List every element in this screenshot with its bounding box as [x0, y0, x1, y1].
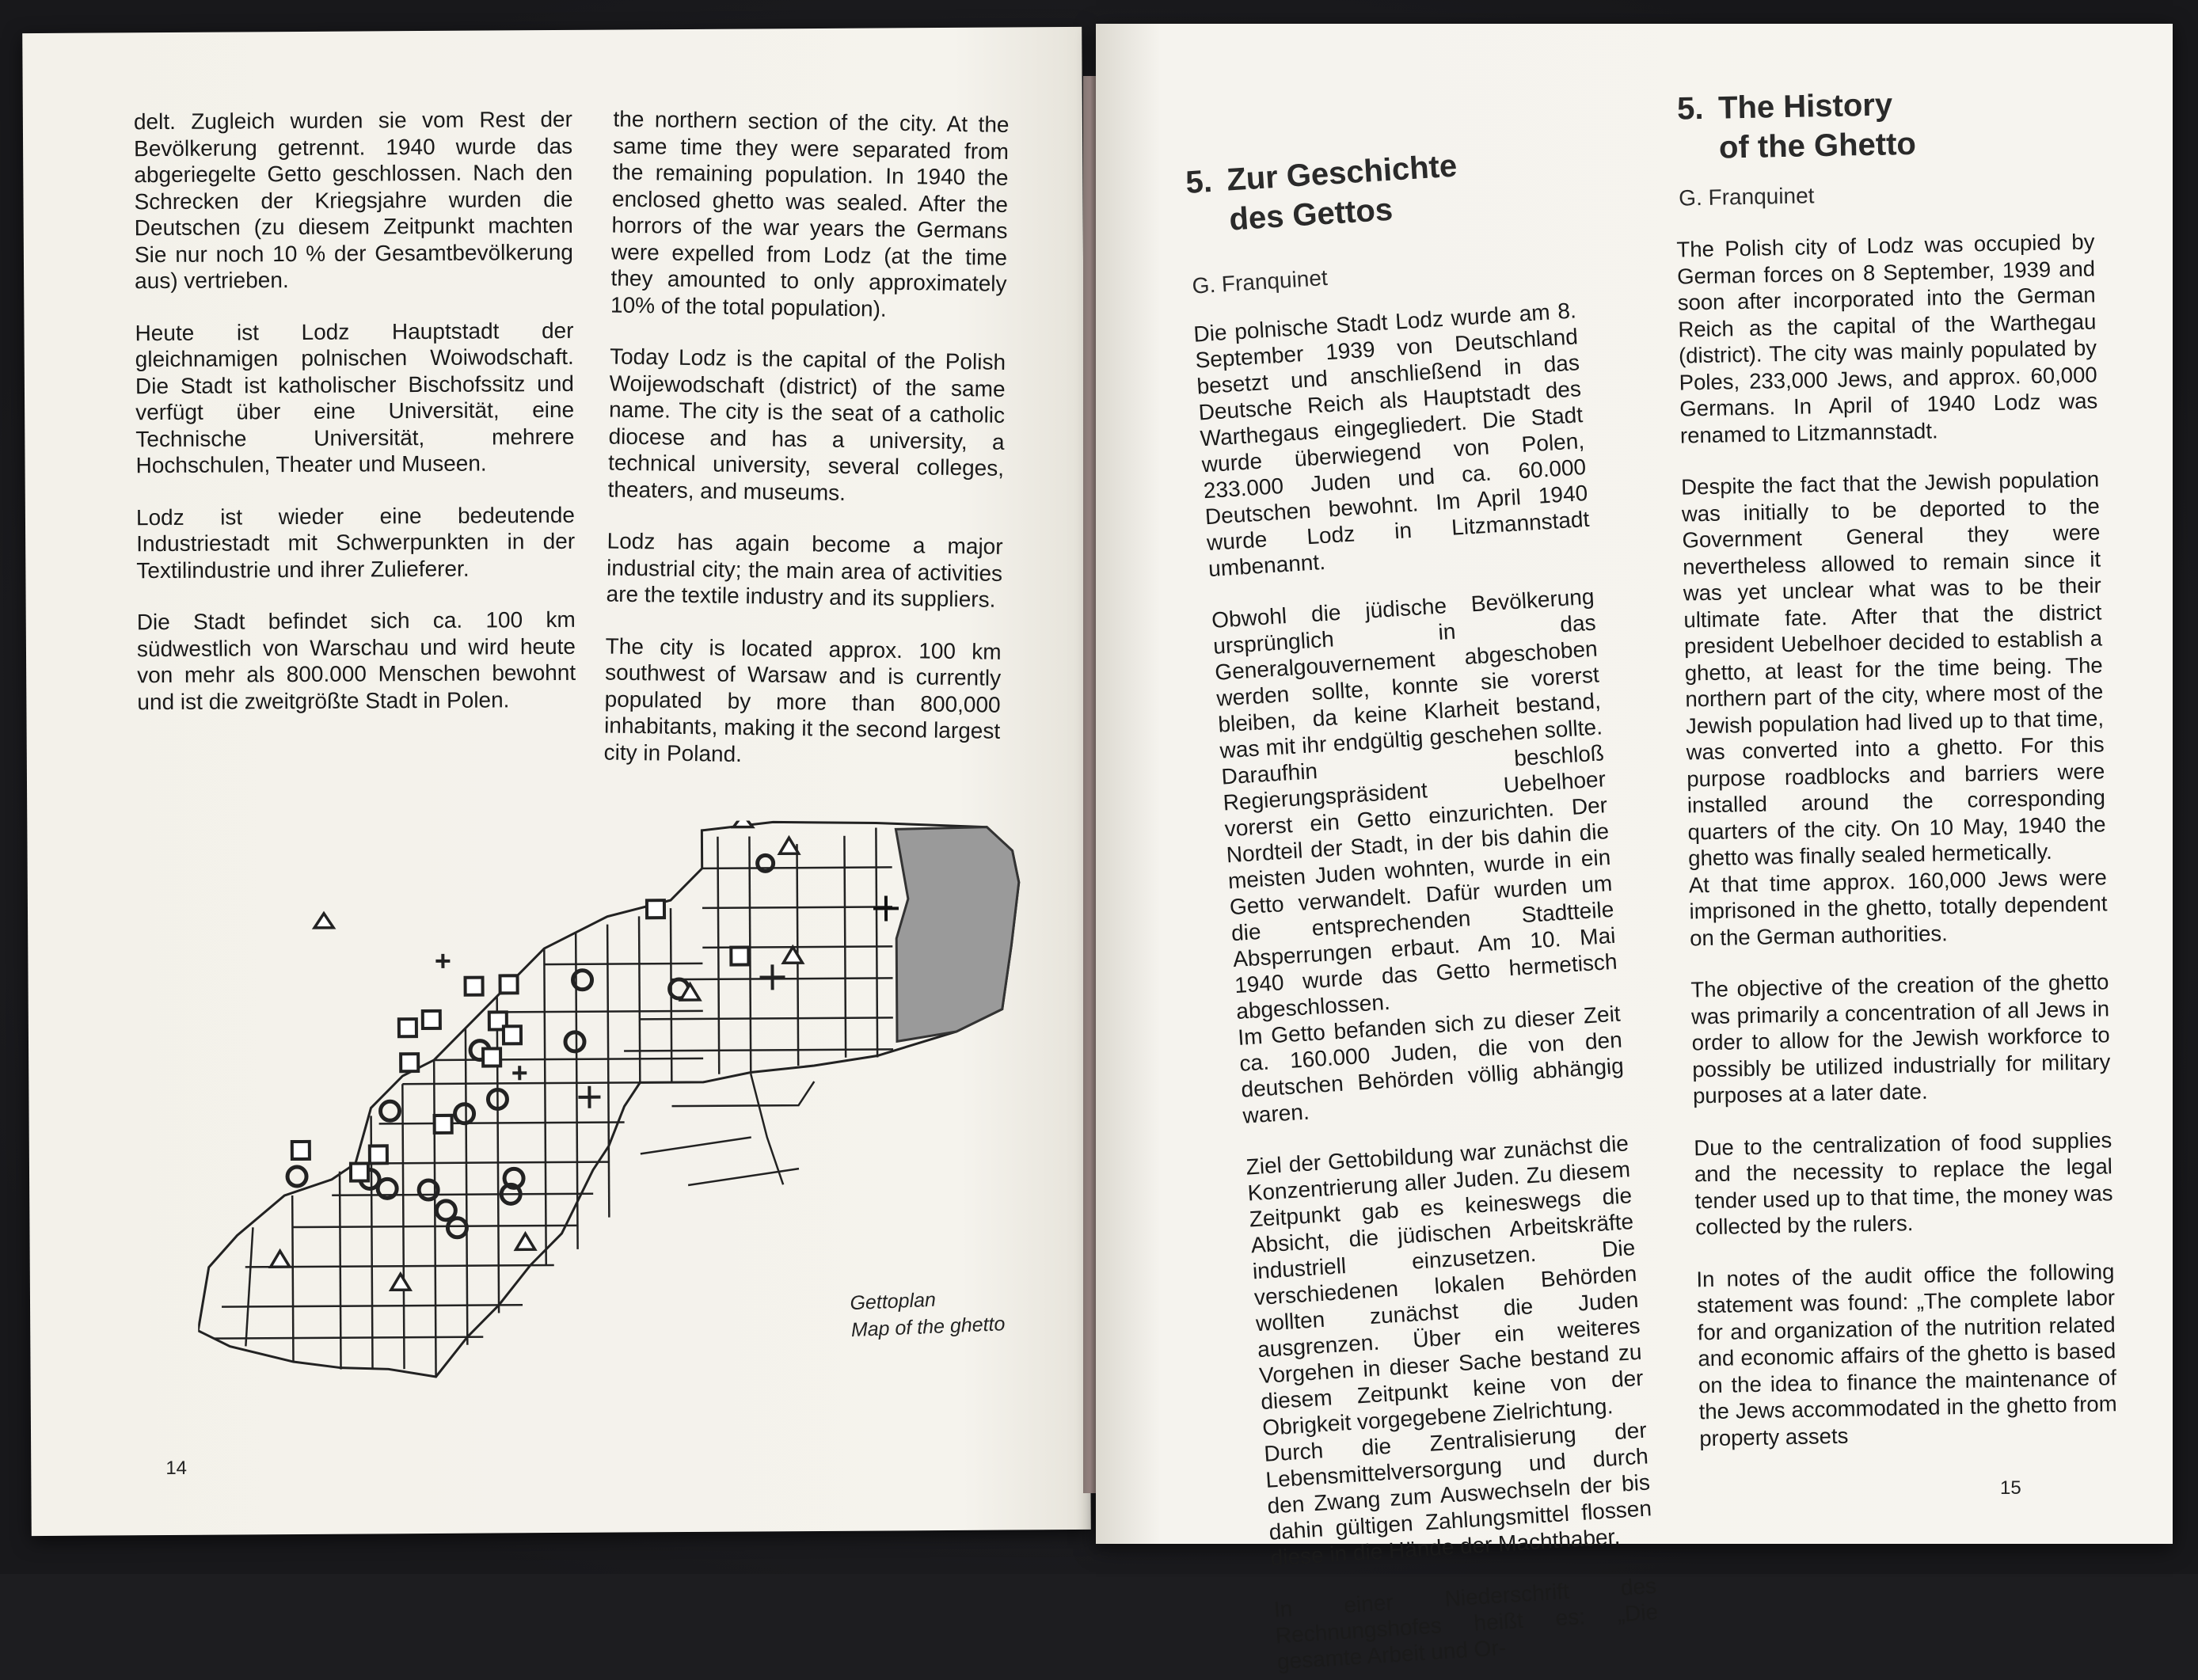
- heading-number: 5.: [1185, 163, 1214, 200]
- paragraph: Die Stadt befindet sich ca. 100 km südwestlich von Warschau und wird heute von mehr als 800.000 Menschen bewohnt und ist die zweitgrößte Stadt in Polen.: [136, 606, 576, 714]
- english-section: [1618, 13, 2169, 1527]
- page-number-right: 15: [2000, 1477, 2021, 1499]
- heading-line-1: Zur Geschichte: [1226, 148, 1458, 198]
- paragraph: In einer Niederschrift des Rechnungshofes heißt es: „Die gesamte Arbeit und Or-: [1272, 1573, 1659, 1674]
- paragraph: Today Lodz is the capital of the Polish Woijewodschaft (district) of the same name. The city is the seat of a catholic diocese and has a university, a technical university, several colleges, theaters, and museums.: [607, 344, 1006, 505]
- left-page: [22, 27, 1091, 1536]
- german-column-left: [134, 106, 576, 715]
- page-number-left: 14: [165, 1457, 188, 1480]
- shaded-district: [896, 827, 1020, 1041]
- paragraph: Lodz has again become a major industrial city; the main area of activities are the textile industry and its suppliers.: [606, 528, 1003, 612]
- paragraph: The Polish city of Lodz was occupied by German forces on 8 September, 1939 and soon after incorporated into the German Reich as the capital of the Warthegau (district). The city was mainly populated by Poles, 233,000 Jews, and approx. 60,000 Germans. In April of 1940 Lodz was renamed to Litzmannstadt.: [1676, 229, 2098, 448]
- paragraph: In notes of the audit office the following statement was found: „The complete labor for and organization of the nutrition related and economic affairs of the ghetto is based on the idea to finance the maintenance of the Jews accommodated in the ghetto from property assets: [1696, 1258, 2117, 1450]
- paragraph: Ziel der Gettobildung war zunächst die Konzentrierung aller Juden. Zu diesem Zeitpunkt gab es keineswegs die Absicht, die jüdischen Arbeitskräfte industriell einzusetzen. Die verschiedenen lokalen Behörden wollten zunächst die Juden ausgrenzen. Über ein weiteres Vorgehen in dieser Sache bestand zu diesem Zeitpunkt keine von der Obrigkeit vorgegebene Zielrichtung. Durch die Zentralisierung der Lebensmittelversorgung und durch den Zwang zum Auswechseln der bis dahin gültigen Zahlungsmittel flossen diese in die Hände der Machthaber.: [1245, 1131, 1652, 1571]
- author-en: G. Franquinet: [1678, 183, 1815, 211]
- paragraph: Lodz ist wieder eine bedeutende Industriestadt mit Schwerpunkten in der Textilindustrie und ihrer Zulieferer.: [135, 502, 576, 583]
- heading-number: 5.: [1676, 90, 1704, 127]
- author-de: G. Franquinet: [1191, 264, 1329, 298]
- paragraph: Die polnische Stadt Lodz wurde am 8. September 1939 von Deutschland besetzt und anschließend in das Deutsche Reich als Hauptstadt des Warthegaus eingegliedert. Die Stadt wurde überwiegend von Polen, 233.000 Juden und ca. 60.000 Deutschen bewohnt. Im April 1940 wurde Lodz in Litzmannstadt umbenannt.: [1192, 298, 1591, 582]
- paragraph: the northern section of the city. At the same time they were separated from the remaining population. In 1940 the enclosed ghetto was sealed. After the horrors of the war years the Germans were expelled from Lodz (at the time they amounted to only approximately 10% of the total population).: [610, 106, 1010, 321]
- paragraph: The city is located approx. 100 km southwest of Warsaw and is currently populated by more than 800,000 inhabitants, making it the second largest city in Poland.: [603, 633, 1002, 766]
- map-caption: [850, 1283, 1006, 1344]
- paragraph: The objective of the creation of the ghetto was primarily a concentration of all Jews in order to allow for the Jewish workforce to possibly be utilized industrially for military purposes at a later date.: [1690, 969, 2111, 1108]
- paragraph: Despite the fact that the Jewish population was initially to be deported to the Government General they were nevertheless allowed to remain since it was yet unclear what was to be their ultimate fate. After that the district president Uebelhoer decided to establish a ghetto, at least for the time being. The northern part of the city, where most of the Jewish population had lived up to that time, was converted into a ghetto. For this purpose roadblocks and barriers were installed around the corresponding quarters of the city. On 10 May, 1940 the ghetto was finally sealed hermetically. At that time approx. 160,000 Jews were imprisoned in the ghetto, totally dependent on the German authorities.: [1680, 466, 2108, 950]
- heading-line-2: of the Ghetto: [1718, 126, 1917, 165]
- section-heading-de: [1185, 146, 1461, 241]
- english-column-right: [1676, 229, 2117, 1452]
- map-caption-de: Gettoplan: [849, 1288, 937, 1315]
- map-caption-en: Map of the ghetto: [850, 1313, 1006, 1342]
- right-page: [1096, 24, 2173, 1674]
- english-column-left: [603, 106, 1009, 771]
- heading-line-1: The History: [1717, 87, 1893, 126]
- section-heading-en: [1677, 85, 1917, 169]
- paragraph: Heute ist Lodz Hauptstadt der gleichnamigen polnischen Woiwodschaft. Die Stadt ist katholischer Bischofssitz und verfügt über eine Universität, eine Technische Universität, mehrere Hochschulen, Theater und Museen.: [135, 317, 575, 478]
- german-column-right: [1192, 297, 1660, 1674]
- heading-line-2: des Gettos: [1228, 192, 1394, 238]
- paragraph: delt. Zugleich wurden sie vom Rest der Bevölkerung getrennt. 1940 wurde das abgeriegelte Getto geschlossen. Nach den Schrecken der Kriegsjahre wurden die Deutschen (zu diesem Zeitpunkt machten Sie nur noch 10 % der Gesamtbevölkerung aus) vertrieben.: [133, 106, 574, 294]
- paragraph: Obwohl die jüdische Bevölkerung ursprünglich in das Generalgouvernement abgeschoben werden sollte, konnte sie vorerst bleiben, da keine Klarheit bestand, was mit ihr endgültig geschehen sollte. Daraufhin beschloß Regierungspräsident Uebelhoer vorerst ein Getto einzurichten. Der Nordteil der Stadt, in der bis dahin die meisten Juden wohnten, wurde in ein Getto verwandelt. Dafür wurden um die entsprechenden Stadtteile Absperrungen erbaut. Am 10. Mai 1940 wurde das Getto hermetisch abgeschlossen. Im Getto befanden sich zu dieser Zeit ca. 160.000 Juden, die von den deutschen Behörden völlig abhängig waren.: [1211, 583, 1625, 1128]
- paragraph: Due to the centralization of food supplies and the necessity to replace the legal tender used up to that time, the money was collected by the rulers.: [1693, 1127, 2113, 1240]
